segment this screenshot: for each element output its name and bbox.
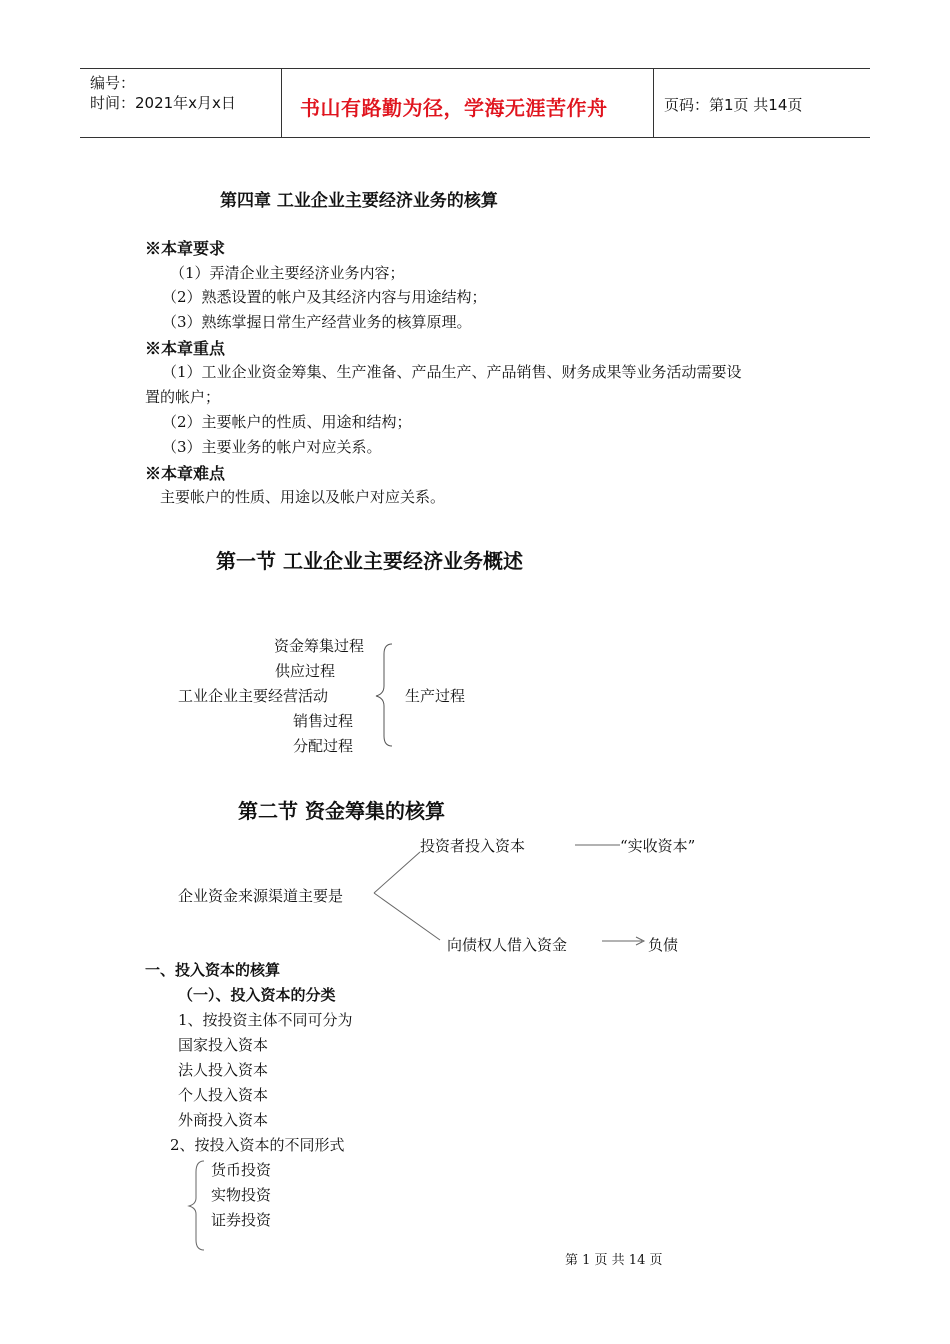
funding-diagram-lines [370,840,660,950]
section2-title: 第二节 资金筹集的核算 [238,799,445,823]
classification-item: 个人投入资本 [178,1086,269,1104]
header-number-label: 编号： [90,74,136,92]
funding-result-bottom: 负债 [648,936,679,954]
subsection1-title: 一、投入资本的核算 [145,961,281,979]
activity-brace [368,640,398,750]
requirements-heading: ※本章要求 [145,239,226,258]
activity-root: 工业企业主要经营活动 [178,687,329,705]
classification-item: 国家投入资本 [178,1036,269,1054]
key-point-item: 置的帐户； [145,388,221,406]
funding-branch-top: 投资者投入资本 [420,837,526,855]
activity-branch: 销售过程 [293,712,354,730]
activity-branch: 供应过程 [275,662,336,680]
classification-title: 2、按投入资本的不同形式 [170,1136,345,1154]
requirement-item: （1）弄清企业主要经济业务内容； [170,264,405,282]
page-footer: 第 1 页 共 14 页 [565,1253,663,1268]
section1-title: 第一节 工业企业主要经济业务概述 [216,549,523,573]
header-time-label: 时间：2021年x月x日 [90,94,236,112]
classification-item: 实物投资 [211,1186,272,1204]
classification-title: 1、按投资主体不同可分为 [178,1011,353,1029]
header-meta [90,73,236,113]
activity-branch: 资金筹集过程 [274,637,365,655]
funding-branch-bottom: 向债权人借入资金 [447,936,568,954]
activity-branch: 生产过程 [405,687,466,705]
page-header [80,68,870,138]
key-points-heading: ※本章重点 [145,339,226,358]
chapter-title: 第四章 工业企业主要经济业务的核算 [220,191,498,211]
activity-branch: 分配过程 [293,737,354,755]
header-page-info: 页码：第1页 共14页 [664,96,803,114]
key-point-item: （1）工业企业资金筹集、生产准备、产品生产、产品销售、财务成果等业务活动需要设 [162,363,742,381]
classification-item: 证券投资 [211,1211,272,1229]
header-divider [653,69,654,137]
requirement-item: （2）熟悉设置的帐户及其经济内容与用途结构； [162,288,487,306]
difficulties-heading: ※本章难点 [145,464,226,483]
funding-root: 企业资金来源渠道主要是 [178,887,344,905]
key-point-item: （2）主要帐户的性质、用途和结构； [162,413,412,431]
classification-item: 法人投入资本 [178,1061,269,1079]
funding-result-top: “实收资本” [620,837,696,855]
classification-item: 货币投资 [211,1161,272,1179]
requirement-item: （3）熟练掌握日常生产经营业务的核算原理。 [162,313,472,331]
difficulties-text: 主要帐户的性质、用途以及帐户对应关系。 [160,488,446,506]
classification-item: 外商投入资本 [178,1111,269,1129]
header-motto: 书山有路勤为径，学海无涯苦作舟 [300,96,608,120]
key-point-item: （3）主要业务的帐户对应关系。 [162,438,382,456]
classification-brace [184,1158,208,1254]
subsection1-subtitle: （一）、投入资本的分类 [178,986,336,1004]
header-divider [281,69,282,137]
